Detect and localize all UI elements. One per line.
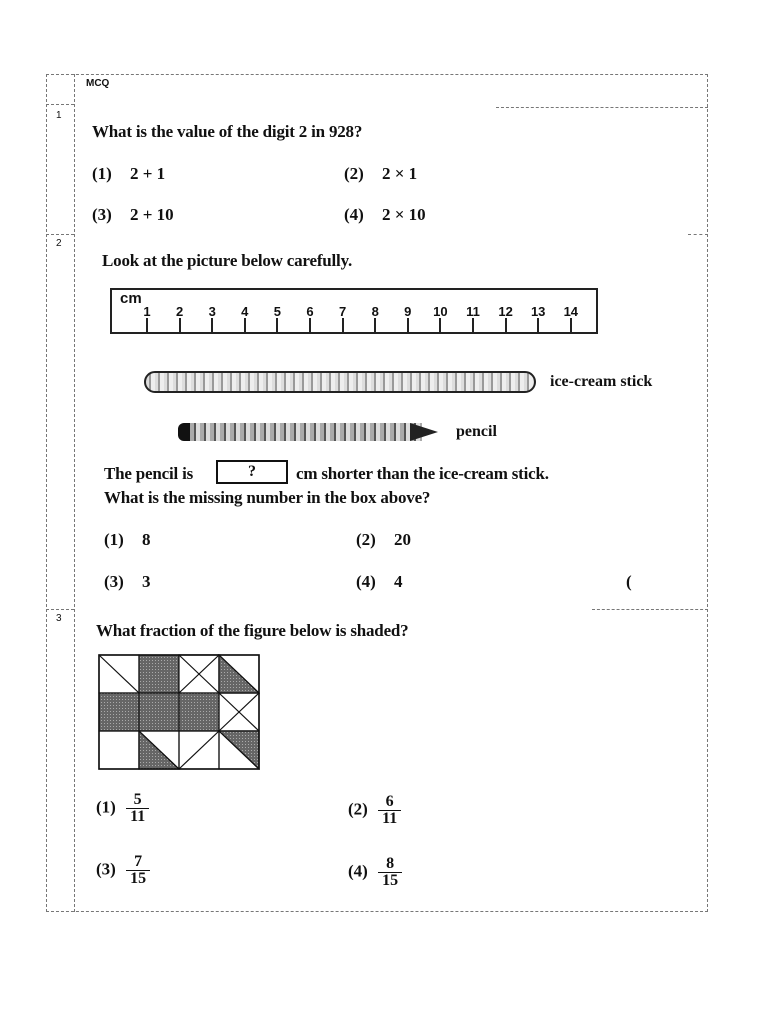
numerator: 5 [126,792,149,809]
ruler [110,288,598,334]
sentence-before-box: The pencil is [104,464,194,483]
option[interactable] [344,205,426,225]
ruler-tick-label: 6 [306,304,314,319]
option-text: 8 [142,530,151,549]
ruler-tick-label: 9 [404,304,412,319]
ruler-tick [570,318,572,332]
question-number: 1 [56,110,62,121]
ruler-tick [439,318,441,332]
option-text: 4 [394,572,403,591]
option-number: (4) [344,205,364,224]
option-number: (3) [96,859,116,879]
denominator: 15 [130,870,147,887]
ruler-tick [179,318,181,332]
ruler-tick-label: 7 [338,304,347,319]
question-number: 3 [56,613,62,624]
ruler-tick [276,318,278,332]
option-number: (2) [344,164,364,183]
denominator: 11 [130,808,146,825]
option[interactable] [356,572,403,592]
pencil-image [178,423,422,441]
ruler-tick-label: 3 [208,304,216,319]
question-text: What is the value of the digit 2 in 928? [92,122,363,141]
option-number: (2) [348,799,368,819]
option[interactable] [92,205,174,225]
option[interactable] [356,530,411,550]
option[interactable] [104,572,151,592]
sentence-after-box: cm shorter than the ice-cream stick. [296,464,549,483]
ruler-tick-label: 1 [143,304,151,319]
fraction [126,854,150,887]
row-divider [496,107,708,108]
ruler-tick-label: 5 [273,304,282,319]
answer-box: ? [216,460,288,484]
ruler-tick-label: 2 [175,304,184,319]
option-text: 2 × 1 [382,164,418,183]
ruler-tick [342,318,344,332]
option[interactable] [92,164,165,184]
row-divider [592,609,708,610]
numerator: 7 [126,854,150,871]
option-number: (1) [92,164,112,183]
option-number: (1) [104,530,124,549]
ice-cream-stick-image [144,371,536,393]
pencil-label: pencil [456,423,497,440]
option-number: (4) [356,572,376,591]
ruler-tick-label: 12 [498,304,513,319]
option-number: (3) [104,572,124,591]
ruler-tick [537,318,539,332]
ruler-tick-label: 13 [530,304,546,319]
option-text: 2 + 1 [130,164,166,183]
numerator: 6 [378,794,401,811]
question-text: What fraction of the figure below is shaded? [96,621,409,640]
ruler-tick-label: 8 [371,304,379,319]
ruler-tick [244,318,246,332]
shaded-figure [98,654,260,770]
fraction [378,794,401,827]
option-number: (3) [92,205,112,224]
option-text: 3 [142,572,151,591]
ice-cream-stick-label: ice-cream stick [550,373,653,390]
option[interactable] [96,792,149,825]
ruler-tick [407,318,409,332]
ruler-tick-label: 10 [433,304,448,319]
denominator: 11 [382,810,398,827]
option[interactable] [104,530,151,550]
ruler-unit: cm [120,290,142,307]
row-divider [46,234,74,235]
ruler-tick [146,318,148,332]
question-intro: Look at the picture below carefully. [102,251,352,270]
ruler-tick [309,318,311,332]
pencil-tip [410,423,438,441]
ruler-tick-label: 14 [563,304,579,319]
fraction [126,792,149,825]
fraction [378,856,402,889]
option-number: (1) [96,797,116,817]
option-number: (4) [348,861,368,881]
option[interactable] [348,794,401,827]
ruler-tick [374,318,376,332]
section-label: MCQ [86,78,110,89]
answer-bracket: ( [626,572,632,591]
option[interactable] [344,164,417,184]
question-text: What is the missing number in the box above? [104,488,431,507]
question-number: 2 [56,238,62,249]
option-text: 20 [394,530,411,549]
option-number: (2) [356,530,376,549]
ruler-tick [211,318,213,332]
option-text: 2 × 10 [382,205,426,224]
row-divider [46,609,74,610]
option[interactable] [96,854,150,887]
numerator: 8 [378,856,402,873]
option[interactable] [348,856,402,889]
row-divider [46,104,74,105]
ruler-tick [505,318,507,332]
option-text: 2 + 10 [130,205,174,224]
denominator: 15 [382,872,399,889]
ruler-tick [472,318,474,332]
ruler-tick-label: 4 [241,304,249,319]
number-column-divider [74,74,75,912]
ruler-tick-label: 11 [466,304,480,319]
row-divider [688,234,708,235]
